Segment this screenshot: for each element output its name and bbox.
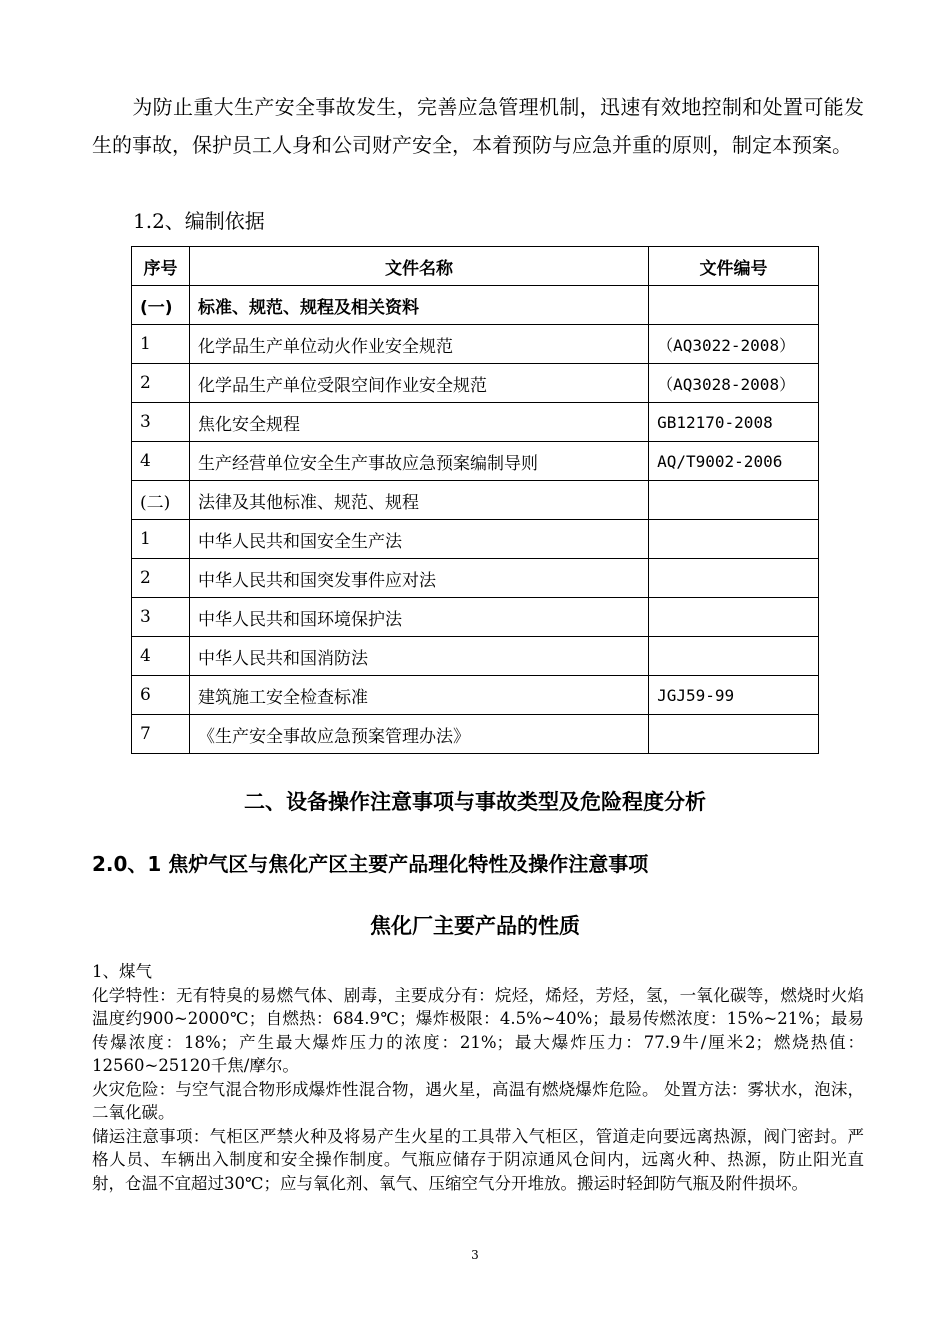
table-row — [132, 364, 819, 403]
cell-code — [649, 286, 819, 325]
cell-index: 1 — [132, 520, 190, 559]
cell-code — [649, 520, 819, 559]
section-title: 二、设备操作注意事项与事故类型及危险程度分析 — [244, 790, 706, 814]
cell-name: 《生产安全事故应急预案管理办法》 — [189, 715, 648, 754]
cell-index: 2 — [132, 559, 190, 598]
item-heading: 1、煤气 — [92, 962, 152, 981]
reference-table — [131, 246, 819, 754]
cell-code — [649, 559, 819, 598]
cell-code: AQ/T9002-2006 — [649, 442, 819, 481]
table-row — [132, 715, 819, 754]
cell-code: （AQ3028-2008） — [649, 364, 819, 403]
cell-name: 法律及其他标准、规范、规程 — [189, 481, 648, 520]
cell-name: 焦化安全规程 — [189, 403, 648, 442]
cell-index: 4 — [132, 442, 190, 481]
chemical-properties: 化学特性：无有特臭的易燃气体、剧毒，主要成分有：烷烃，烯烃，芳烃，氢，一氧化碳等，燃烧时火焰温度约900~2000℃；自燃热：684.9℃；爆炸极限：4.5%~40%；最易传燃浓度：15%~21%；最易传爆浓度：18%；产生最大爆炸压力的浓度：21%；最大爆炸压力：77.9牛/厘米2；燃烧热值：12560~25120千焦/摩尔。 — [92, 985, 864, 1075]
subsection-title: 2.0、1 焦炉气区与焦化产区主要产品理化特性及操作注意事项 — [92, 852, 649, 876]
cell-code: JGJ59-99 — [649, 676, 819, 715]
cell-code — [649, 715, 819, 754]
table-row — [132, 676, 819, 715]
storage-notes: 储运注意事项：气柜区严禁火种及将易产生火星的工具带入气柜区，管道走向要远离热源，阀门密封。严格人员、车辆出入制度和安全操作制度。气瓶应储存于阴凉通风仓间内，远离火种、热源，防止阳光直射，仓温不宜超过30℃；应与氧化剂、氧气、压缩空气分开堆放。搬运时轻卸防气瓶及附件损坏。 — [92, 1126, 864, 1193]
cell-index: 7 — [132, 715, 190, 754]
header-name: 文件名称 — [189, 247, 648, 286]
product-title: 焦化厂主要产品的性质 — [370, 914, 580, 938]
cell-name: 建筑施工安全检查标准 — [189, 676, 648, 715]
cell-name: 中华人民共和国消防法 — [189, 637, 648, 676]
cell-code — [649, 481, 819, 520]
table-row — [132, 637, 819, 676]
cell-name: 中华人民共和国突发事件应对法 — [189, 559, 648, 598]
table-row — [132, 403, 819, 442]
cell-code: （AQ3022-2008） — [649, 325, 819, 364]
table-row — [132, 481, 819, 520]
cell-index: (一) — [132, 286, 190, 325]
cell-index: 3 — [132, 598, 190, 637]
basis-heading: 1.2、编制依据 — [133, 209, 265, 233]
table-row — [132, 442, 819, 481]
product-description — [92, 960, 864, 1195]
cell-index: 2 — [132, 364, 190, 403]
cell-name: 化学品生产单位动火作业安全规范 — [189, 325, 648, 364]
header-code: 文件编号 — [649, 247, 819, 286]
table-row — [132, 520, 819, 559]
cell-name: 生产经营单位安全生产事故应急预案编制导则 — [189, 442, 648, 481]
table-row — [132, 286, 819, 325]
cell-index: 6 — [132, 676, 190, 715]
cell-code — [649, 637, 819, 676]
cell-name: 化学品生产单位受限空间作业安全规范 — [189, 364, 648, 403]
intro-paragraph — [92, 88, 864, 164]
cell-code — [649, 598, 819, 637]
table-row — [132, 325, 819, 364]
cell-index: 4 — [132, 637, 190, 676]
cell-name: 中华人民共和国安全生产法 — [189, 520, 648, 559]
cell-name: 中华人民共和国环境保护法 — [189, 598, 648, 637]
cell-index: 1 — [132, 325, 190, 364]
page-number: 3 — [471, 1248, 479, 1262]
fire-hazard: 火灾危险：与空气混合物形成爆炸性混合物，遇火星，高温有燃烧爆炸危险。 处置方法：雾状水，泡沫，二氧化碳。 — [92, 1079, 864, 1122]
cell-index: (二) — [132, 481, 190, 520]
header-index: 序号 — [132, 247, 190, 286]
cell-index: 3 — [132, 403, 190, 442]
table-header-row — [132, 247, 819, 286]
intro-text: 为防止重大生产安全事故发生，完善应急管理机制，迅速有效地控制和处置可能发生的事故，保护员工人身和公司财产安全，本着预防与应急并重的原则，制定本预案。 — [92, 95, 864, 157]
cell-code: GB12170-2008 — [649, 403, 819, 442]
cell-name: 标准、规范、规程及相关资料 — [189, 286, 648, 325]
table-row — [132, 559, 819, 598]
table-row — [132, 598, 819, 637]
